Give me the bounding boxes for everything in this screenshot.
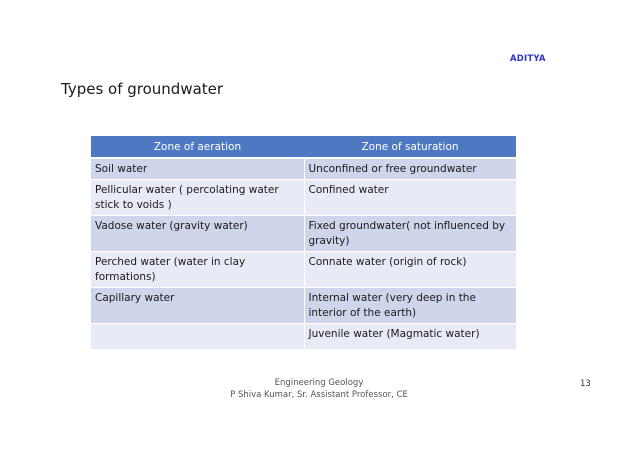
table-row (91, 216, 516, 252)
slide-title: Types of groundwater (61, 80, 224, 98)
table-cell-aeration: Soil water (91, 158, 304, 180)
table-cell-aeration: Pellicular water ( percolating water stick to voids ) (91, 180, 304, 216)
table-row (91, 288, 516, 324)
table-cell-aeration: Perched water (water in clay formations) (91, 252, 304, 288)
column-header-saturation: Zone of saturation (304, 136, 516, 158)
footer-author: P Shiva Kumar, Sr. Assistant Professor, CE (230, 390, 408, 400)
table-cell-aeration (91, 324, 304, 350)
table-cell-saturation: Connate water (origin of rock) (304, 252, 516, 288)
table-cell-saturation: Internal water (very deep in the interior of the earth) (304, 288, 516, 324)
table-header-row (91, 136, 516, 158)
table-row (91, 158, 516, 180)
page-number: 13 (580, 379, 591, 389)
table-row (91, 324, 516, 350)
table-row (91, 180, 516, 216)
groundwater-types-table (91, 136, 516, 350)
column-header-aeration: Zone of aeration (91, 136, 304, 158)
footer-course: Engineering Geology (274, 378, 364, 388)
table-cell-saturation: Confined water (304, 180, 516, 216)
brand-logo-text: ADITYA (510, 54, 546, 64)
table-cell-saturation: Fixed groundwater( not influenced by gravity) (304, 216, 516, 252)
table-cell-saturation: Juvenile water (Magmatic water) (304, 324, 516, 350)
table-cell-aeration: Vadose water (gravity water) (91, 216, 304, 252)
slide-footer (200, 377, 438, 401)
table-cell-aeration: Capillary water (91, 288, 304, 324)
table-cell-saturation: Unconfined or free groundwater (304, 158, 516, 180)
table-row (91, 252, 516, 288)
